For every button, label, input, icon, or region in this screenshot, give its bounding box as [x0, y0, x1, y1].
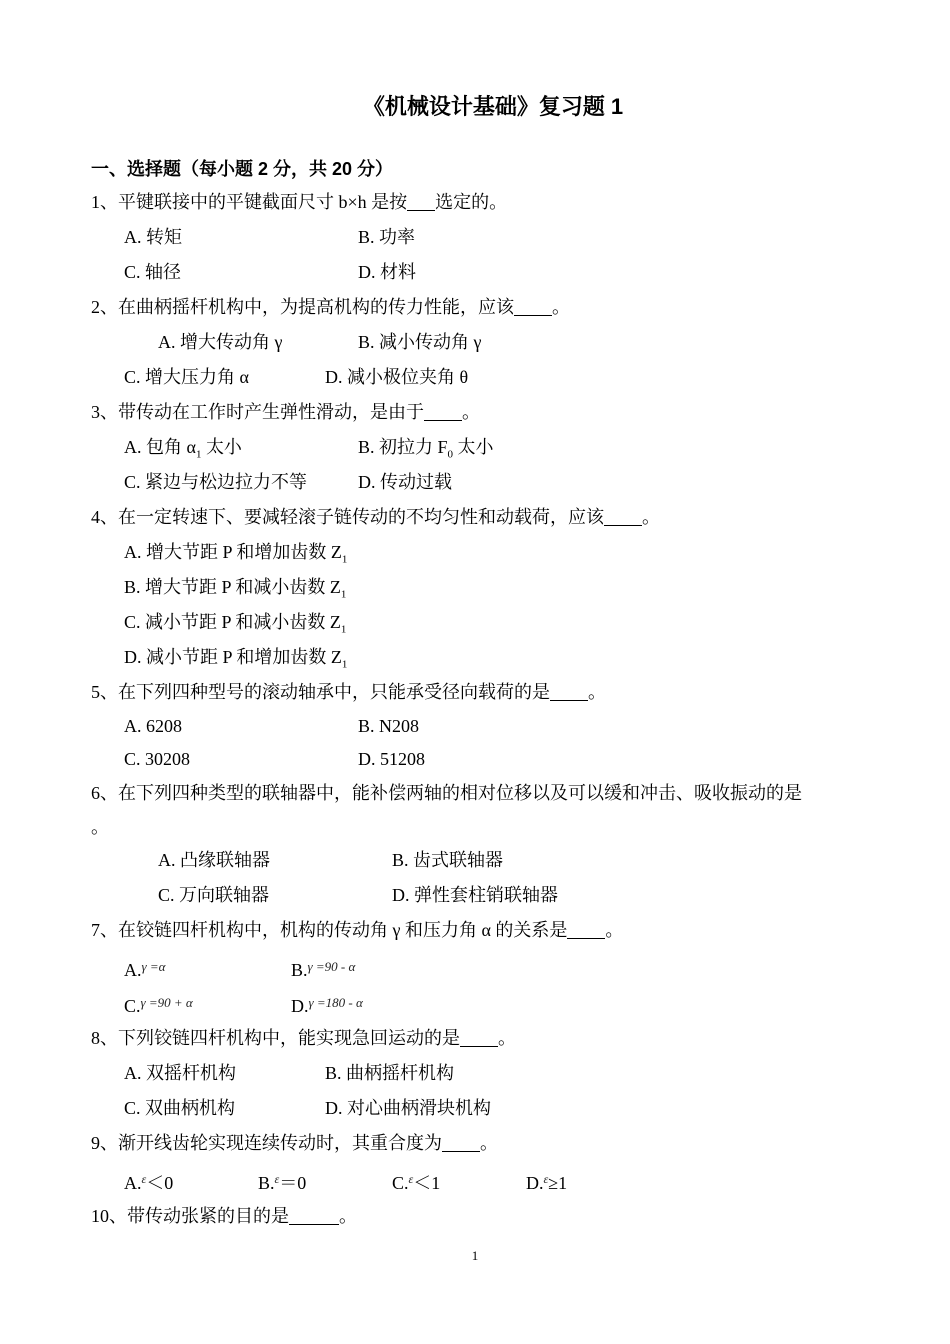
answer-blank [424, 402, 462, 421]
q3-option-c: C. 紧边与松边拉力不等 [124, 472, 308, 492]
question-6: 6、在下列四种类型的联轴器中，能补偿两轴的相对位移以及可以缓和冲击、吸收振动的是 [91, 783, 802, 803]
question-3: 3、带传动在工作时产生弹性滑动，是由于 。 [91, 402, 480, 422]
q5-option-d: D. 51208 [358, 749, 425, 769]
q3-option-a: A. 包角 $\alpha_1$ 太小 [124, 437, 242, 461]
q2-option-d: D. 减小极位夹角 θ [325, 367, 469, 387]
question-9: 9、渐开线齿轮实现连续传动时，其重合度为 。 [91, 1133, 498, 1153]
q7-option-a: A.$^{\gamma =\alpha}$ [124, 959, 166, 980]
q6-option-d: D. 弹性套柱销联轴器 [392, 885, 558, 905]
q4-option-b: B. 增大节距 P 和减小齿数 $Z_1$ [124, 577, 347, 601]
q1-option-a: A. 转矩 [124, 227, 182, 247]
answer-blank [567, 920, 605, 939]
answer-blank [550, 682, 588, 701]
q5-option-c: C. 30208 [124, 749, 191, 769]
formula-image: γ =90 - α [307, 959, 356, 974]
q9-option-a: A.$^\varepsilon$＜0 [124, 1172, 174, 1193]
q6-option-a: A. 凸缘联轴器 [158, 850, 270, 870]
q3-option-d: D. 传动过载 [358, 472, 452, 492]
question-8: 8、下列铰链四杆机构中，能实现急回运动的是 。 [91, 1028, 516, 1048]
q4-option-a: A. 增大节距 P 和增加齿数 $Z_1$ [124, 542, 348, 566]
q2-option-c: C. 增大压力角 α [124, 367, 249, 387]
q6-option-b: B. 齿式联轴器 [392, 850, 504, 870]
formula-image: γ =180 - α [308, 995, 363, 1010]
q5-option-b: B. N208 [358, 716, 420, 736]
answer-blank [604, 507, 642, 526]
document-title: 《机械设计基础》复习题 1 [362, 94, 624, 119]
q1-option-b: B. 功率 [358, 227, 416, 247]
question-6-continuation: 。 [91, 817, 109, 837]
question-10: 10、带传动张紧的目的是 。 [91, 1206, 357, 1226]
question-5: 5、在下列四种型号的滚动轴承中，只能承受径向载荷的是 。 [91, 682, 606, 702]
answer-blank [514, 297, 552, 316]
formula-image: γ =α [141, 959, 166, 974]
q7-option-c: C.$^{\gamma =90 + \alpha}$ [124, 995, 193, 1016]
q4-option-c: C. 减小节距 P 和减小齿数 $Z_1$ [124, 612, 347, 636]
q2-option-b: B. 减小传动角 γ [358, 332, 482, 352]
q8-option-d: D. 对心曲柄滑块机构 [325, 1098, 491, 1118]
q4-option-d: D. 减小节距 P 和增加齿数 $Z_1$ [124, 647, 348, 671]
q9-option-d: D.$^\varepsilon$≥1 [526, 1172, 568, 1193]
q8-option-c: C. 双曲柄机构 [124, 1098, 236, 1118]
question-7: 7、在铰链四杆机构中，机构的传动角 γ 和压力角 α 的关系是 。 [91, 920, 624, 940]
answer-blank [442, 1133, 480, 1152]
answer-blank [407, 192, 435, 211]
section-heading: 一、选择题（每小题 2 分，共 20 分） [91, 159, 394, 179]
q8-option-b: B. 曲柄摇杆机构 [325, 1063, 455, 1083]
q2-option-a: A. 增大传动角 γ [158, 332, 283, 352]
q1-option-c: C. 轴径 [124, 262, 182, 282]
question-1: 1、平键联接中的平键截面尺寸 b×h 是按 选定的。 [91, 192, 508, 212]
question-2: 2、在曲柄摇杆机构中，为提高机构的传力性能，应该 。 [91, 297, 570, 317]
q9-option-c: C.$^\varepsilon$＜1 [392, 1172, 441, 1193]
q5-option-a: A. 6208 [124, 716, 182, 736]
q7-option-b: B.$^{\gamma =90 - \alpha}$ [291, 959, 356, 980]
page-number: 1 [471, 1248, 479, 1263]
q6-option-c: C. 万向联轴器 [158, 885, 270, 905]
q7-option-d: D.$^{\gamma =180 - \alpha}$ [291, 995, 363, 1016]
q3-option-b: B. 初拉力 $F_0$ 太小 [358, 437, 494, 461]
question-4: 4、在一定转速下、要减轻滚子链传动的不均匀性和动载荷，应该 。 [91, 507, 660, 527]
formula-image: γ =90 + α [140, 995, 193, 1010]
q9-option-b: B.$^\varepsilon$＝0 [258, 1172, 307, 1193]
answer-blank [289, 1206, 339, 1225]
q8-option-a: A. 双摇杆机构 [124, 1063, 236, 1083]
q1-option-d: D. 材料 [358, 262, 416, 282]
answer-blank [460, 1028, 498, 1047]
